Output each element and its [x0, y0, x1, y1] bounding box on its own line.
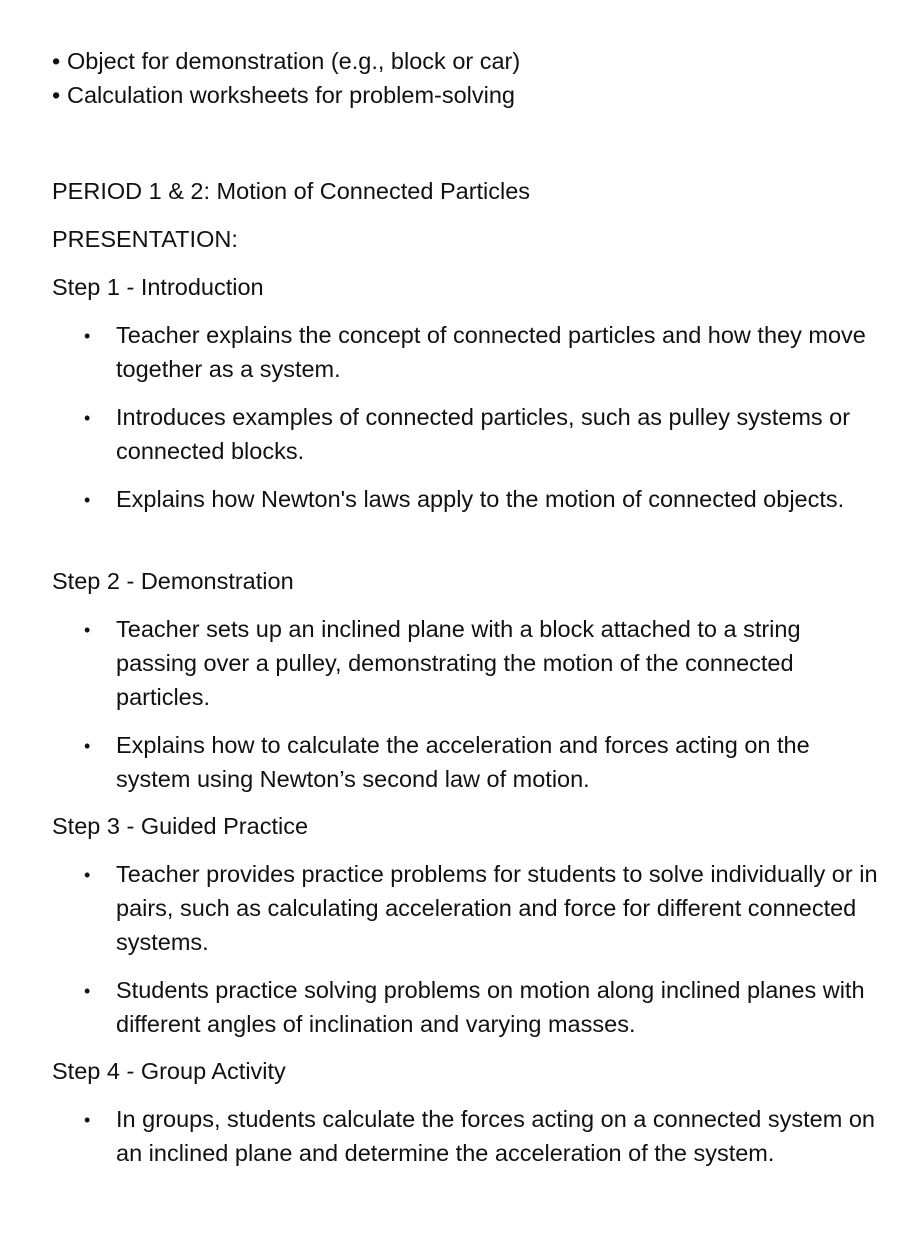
bullet-icon: • [84, 490, 91, 510]
list-item: • Teacher sets up an inclined plane with a block attached to a string passing over a pulley, demonstrating the motion of the connected particles. [0, 612, 915, 714]
bullet-icon: • [84, 736, 91, 756]
step-4-heading: Step 4 - Group Activity [52, 1058, 286, 1084]
step-4-bullets [0, 1102, 915, 1170]
bullet-icon: • [84, 620, 91, 640]
materials-list-item: • Calculation worksheets for problem-solving [52, 78, 520, 112]
step-1-bullets [0, 318, 915, 516]
bullet-icon: • [84, 408, 91, 428]
materials-list [52, 44, 520, 112]
bullet-icon: • [84, 326, 91, 346]
list-item: • Explains how to calculate the acceleration and forces acting on the system using Newton’s second law of motion. [0, 728, 915, 796]
list-item: • Explains how Newton's laws apply to the motion of connected objects. [0, 482, 915, 516]
step-3-heading: Step 3 - Guided Practice [52, 813, 309, 839]
period-title: PERIOD 1 & 2: Motion of Connected Particles [52, 178, 531, 204]
materials-list-item: • Object for demonstration (e.g., block or car) [52, 44, 520, 78]
bullet-icon: • [52, 82, 61, 108]
list-item: • Introduces examples of connected particles, such as pulley systems or connected blocks. [0, 400, 915, 468]
list-item: • In groups, students calculate the forces acting on a connected system on an inclined plane and determine the acceleration of the system. [0, 1102, 915, 1170]
list-item: • Teacher explains the concept of connected particles and how they move together as a system. [0, 318, 915, 386]
bullet-icon: • [84, 865, 91, 885]
bullet-icon: • [84, 1110, 91, 1130]
bullet-icon: • [84, 981, 91, 1001]
step-2-bullets [0, 612, 915, 796]
step-1-heading: Step 1 - Introduction [52, 274, 264, 300]
step-2-heading: Step 2 - Demonstration [52, 568, 294, 594]
presentation-label: PRESENTATION: [52, 226, 238, 252]
step-3-bullets [0, 857, 915, 1041]
list-item: • Students practice solving problems on motion along inclined planes with different angles of inclination and varying masses. [0, 973, 915, 1041]
list-item: • Teacher provides practice problems for students to solve individually or in pairs, such as calculating acceleration and force for different connected systems. [0, 857, 915, 959]
bullet-icon: • [52, 48, 61, 74]
